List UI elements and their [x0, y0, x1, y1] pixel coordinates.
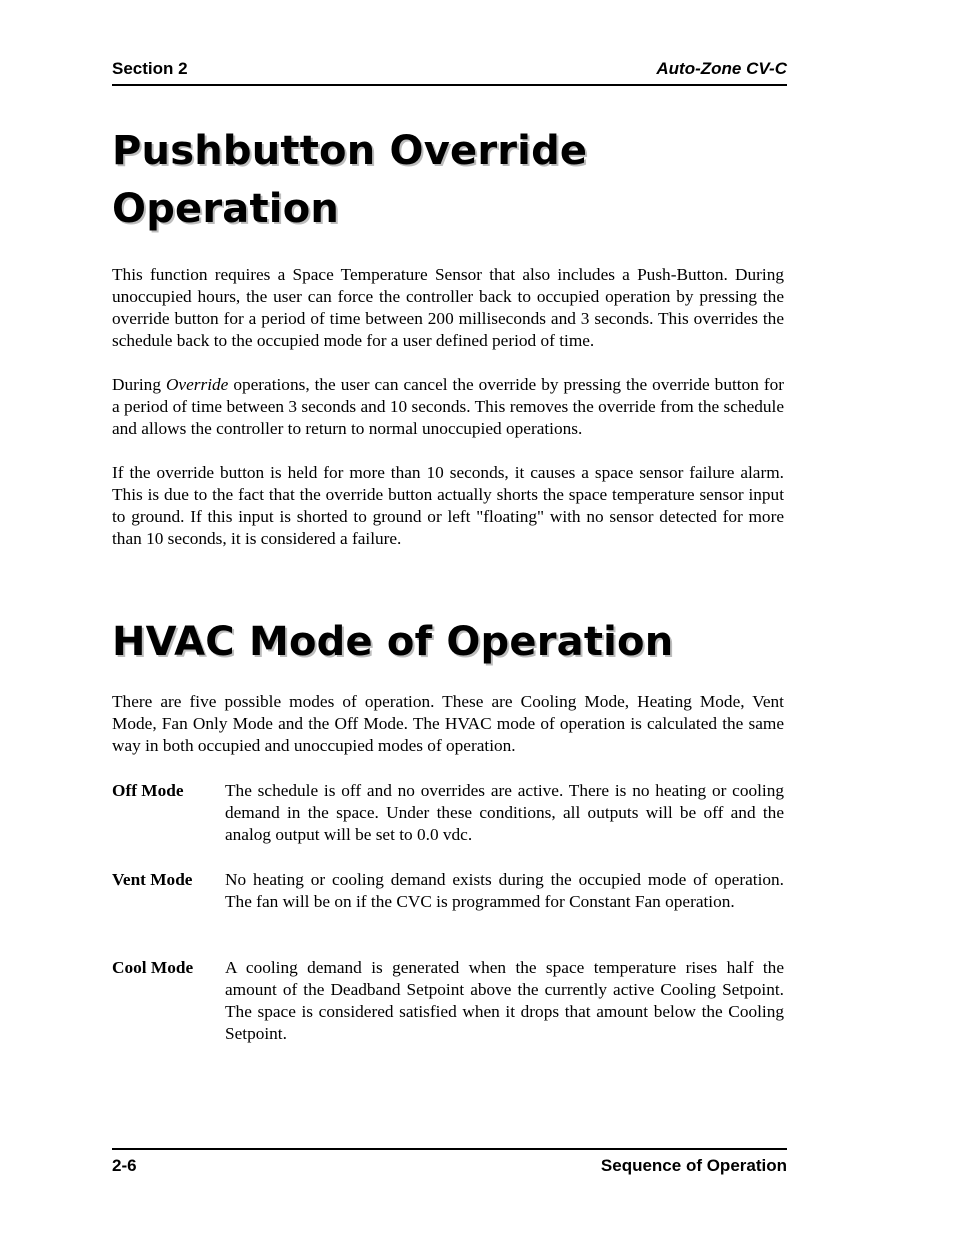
paragraph-override-cancel-text: operations, the user can cancel the override by pressing the override button for a period of time between 3 seconds and 10 seconds. This removes the override from the schedule and allows the controller to return to normal unoccupied operations. — [112, 375, 784, 438]
footer-page-number: 2-6 — [112, 1156, 137, 1175]
emphasis-override: Override — [165, 375, 229, 394]
paragraph-override-failure: If the override button is held for more than 10 seconds, it causes a space sensor failure alarm. This is due to the fact that the override button actually shorts the space temperature sensor input to ground. If this input is shorted to ground or left "floating" with no sensor detected for more than 10 seconds, it is considered a failure. — [112, 463, 784, 548]
mode-definition-off: The schedule is off and no overrides are active. There is no heating or cooling demand in the space. Under these conditions, all outputs will be off and the analog output will be set to 0.0 vdc. — [225, 781, 784, 844]
footer-chapter-name: Sequence of Operation — [600, 1156, 787, 1175]
paragraph-override-intro: This function requires a Space Temperature Sensor that also includes a Push-Button. During unoccupied hours, the user can force the controller back to occupied operation by pressing the override button for a period of time between 200 milliseconds and 3 seconds. This overrides the schedule back to the occupied mode for a user defined period of time. — [112, 265, 784, 350]
header-section-label: Section 2 — [112, 59, 188, 78]
paragraph-override-cancel — [112, 374, 784, 440]
mode-term-cool: Cool Mode — [112, 958, 194, 977]
paragraph-hvac-intro: There are five possible modes of operation. These are Cooling Mode, Heating Mode, Vent Mode, Fan Only Mode and the Off Mode. The HVAC mode of operation is calculated the same way in both occupied and unoccupied modes of operation. — [112, 692, 784, 755]
paragraph-lead-word: During — [112, 375, 161, 394]
mode-term-off: Off Mode — [112, 781, 184, 800]
mode-term-vent: Vent Mode — [112, 870, 193, 889]
header-product-name: Auto-Zone CV-C — [656, 59, 787, 78]
mode-definition-cool: A cooling demand is generated when the space temperature rises half the amount of the Deadband Setpoint above the currently active Cooling Setpoint. The space is considered satisfied when it drops that amount below the Cooling Setpoint. — [225, 958, 784, 1043]
page-footer — [112, 1148, 787, 1180]
section-title-hvac-mode: HVAC Mode of Operation — [112, 619, 674, 665]
mode-definition-vent: No heating or cooling demand exists during the occupied mode of operation. The fan will be on if the CVC is programmed for Constant Fan operation. — [225, 870, 784, 911]
page-header — [112, 58, 787, 86]
section-title-pushbutton-override: Pushbutton Override Operation — [112, 128, 588, 232]
